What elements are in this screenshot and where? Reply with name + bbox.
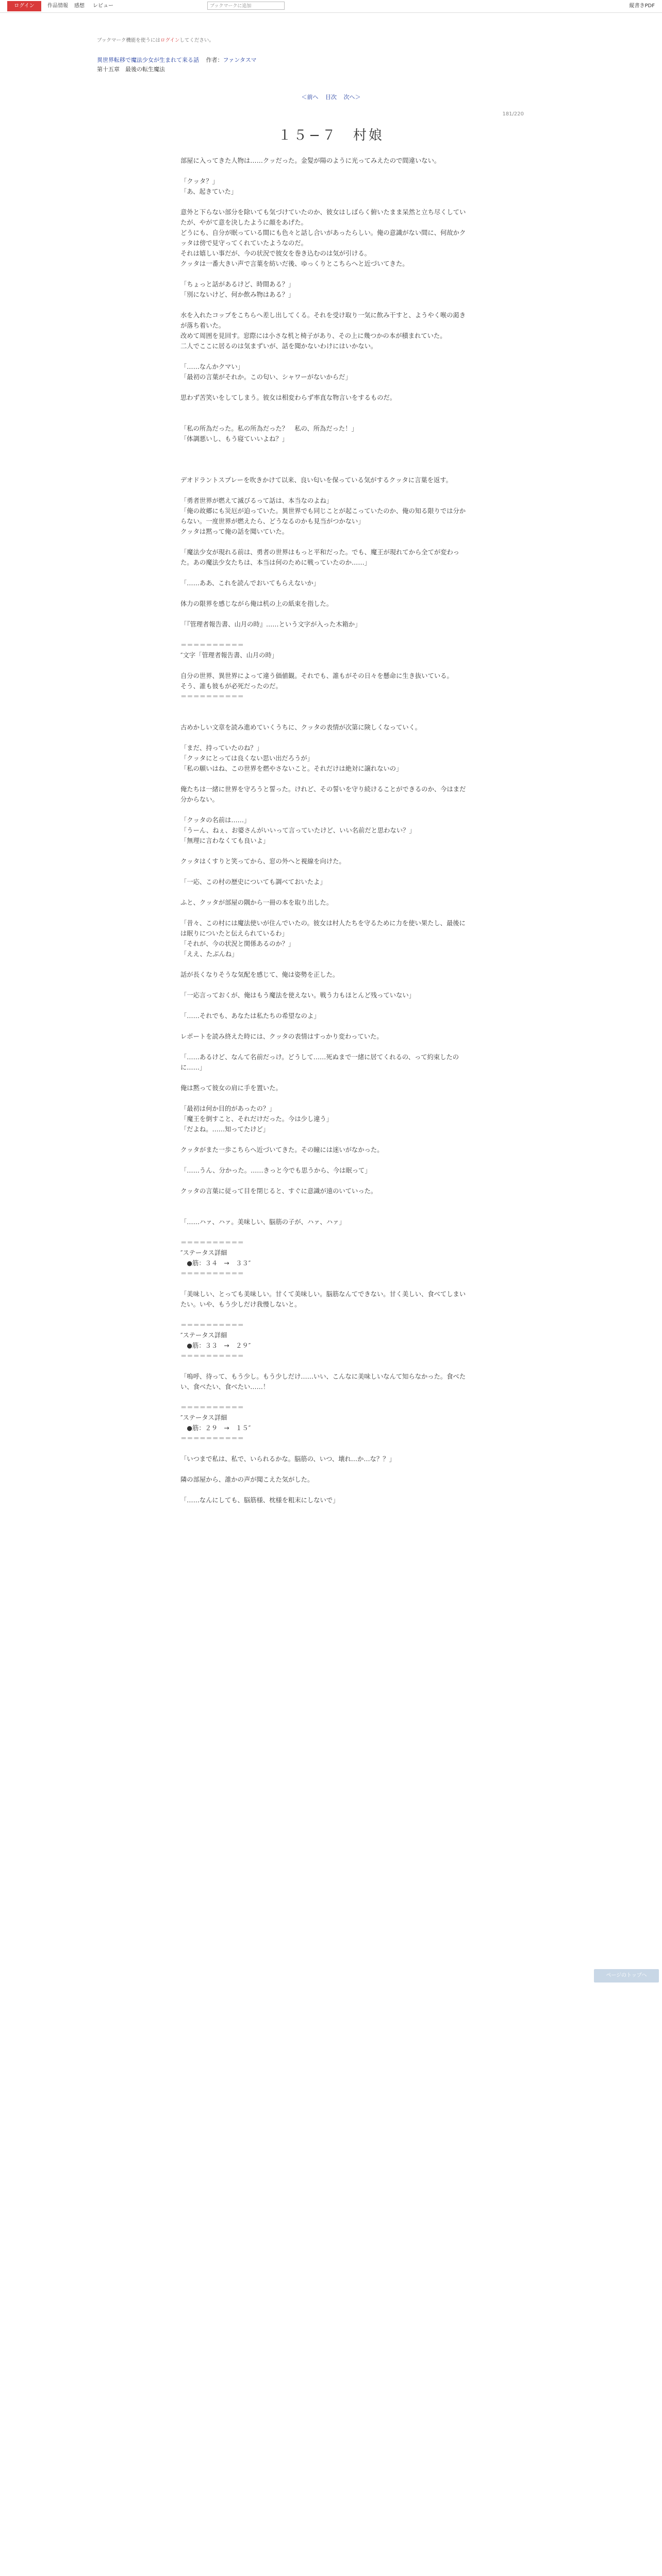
body-line [180, 403, 469, 413]
body-line [180, 1485, 469, 1495]
body-line: 思わず苦笑いをしてしまう。彼女は相変わらず率直な物言いをするものだ。 [180, 394, 396, 401]
body-line: 隣の部屋から、誰かの声が聞こえた気がした。 [180, 1476, 314, 1483]
author-link[interactable]: ファンタスマ [223, 57, 257, 63]
body-line: 「うーん、ねぇ、お婆さんがいいって言っていたけど、いい名前だと思わない？」 [180, 827, 416, 834]
body-line [180, 1310, 469, 1320]
body-line [180, 166, 469, 176]
body-line: 「いつまで私は、私で、いられるかな。脳筋の、いつ、壊れ…か…な？？」 [180, 1455, 395, 1463]
body-line: ＝＝＝＝＝＝＝＝＝＝ [180, 1239, 244, 1246]
body-line: 「……それでも、あなたは私たちの希望なのよ」 [180, 1012, 320, 1020]
body-line [180, 568, 469, 578]
body-line [180, 630, 469, 640]
body-line [180, 1093, 469, 1104]
body-line: どうにも、自分が眠っている間にも色々と話し合いがあったらしい。俺の意識がない間に、何故かクッタは傍で見守ってくれていたようなのだ。 [180, 229, 466, 247]
body-line: クッタがまた一歩こちらへ近づいてきた。その瞳には迷いがなかった。 [180, 1146, 384, 1154]
body-line: 俺たちは一緒に世界を守ろうと誓った。けれど、その誓いを守り続けることができるのか、今はまだ分からない。 [180, 786, 466, 803]
body-line: 「だよね。……知ってたけど」 [180, 1126, 270, 1133]
body-line [180, 1176, 469, 1186]
body-line: 「最初の言葉がそれか。この匂い、シャワーがないからだ」 [180, 374, 352, 381]
body-line [180, 444, 469, 454]
body-line [180, 1196, 469, 1207]
body-line [180, 1444, 469, 1454]
body-line: 部屋に入ってきた人物は……クッだった。金髪が陽のように光ってみえたので間違いない。 [180, 157, 441, 164]
body-line: 「無理に言わなくても良いよ」 [180, 837, 270, 844]
novel-body [180, 156, 469, 1505]
body-line: クッタの言葉に従って目を閉じると、すぐに意識が遠のいていった。 [180, 1188, 377, 1195]
body-line: 「昔々、この村には魔法使いが住んでいたの。彼女は村人たちを守るために力を使い果たし、最後には眠りについたと伝えられているわ」 [180, 920, 466, 937]
body-line [180, 454, 469, 465]
body-line: ″ステータス詳細 [180, 1249, 227, 1257]
body-line: ＝＝＝＝＝＝＝＝＝＝ [180, 1435, 244, 1442]
author-line: 作者：ファンタスマ [206, 57, 257, 63]
body-line: 「……なんにしても、脳筋様、枕様を粗末にしないで」 [180, 1497, 339, 1504]
body-line [180, 300, 469, 310]
body-line [180, 1021, 469, 1031]
body-line: 「魔王を倒すこと、それだけだった。今は少し違う」 [180, 1115, 333, 1123]
nav-impressions[interactable]: 感想 [74, 3, 85, 9]
body-line: ＝＝＝＝＝＝＝＝＝＝ [180, 1352, 244, 1360]
body-line: 「……なんかクマい」 [180, 363, 244, 370]
body-line: 「クッタ？」 [180, 178, 219, 185]
body-line: レポートを読み終えた時には、クッタの表情はすっかり変わっていた。 [180, 1033, 383, 1040]
vertical-pdf-link[interactable]: 縦書きPDF [629, 3, 655, 9]
body-line [180, 1042, 469, 1052]
body-line [180, 1392, 469, 1402]
body-line [180, 382, 469, 393]
next-link[interactable]: 次へ＞ [343, 94, 361, 100]
body-line: 「まだ、持っていたのね？」 [180, 744, 263, 752]
body-line: 「魔法少女が現れる前は、勇者の世界はもっと平和だった。でも、魔王が現れてから全てが変わった。あの魔法少女たちは、本当は何のために戦っていたのか……」 [180, 549, 459, 566]
body-line: ＝＝＝＝＝＝＝＝＝＝ [180, 1321, 244, 1329]
body-line: 「『管理者報告書、山月の時』……という文字が入った木箱か」 [180, 621, 361, 628]
login-button[interactable]: ログイン [7, 1, 41, 11]
body-line [180, 733, 469, 743]
body-line: 「……ああ、これを読んでおいてもらえないか」 [180, 580, 320, 587]
body-line: ＝＝＝＝＝＝＝＝＝＝ [180, 693, 244, 700]
body-line [180, 980, 469, 990]
login-notice: ブックマーク機能を使うにはログインしてください。 [97, 38, 214, 43]
body-line [180, 465, 469, 475]
body-line [180, 887, 469, 897]
body-line: ″文字「管理者報告書、山月の時」 [180, 652, 278, 659]
body-line [180, 1073, 469, 1083]
body-line: 「体調悪いし、もう寝ていいよね？」 [180, 435, 289, 443]
body-line: 「私の所為だった。私の所為だった？ 私の、所為だった！」 [180, 425, 358, 432]
body-line [180, 660, 469, 671]
body-line: 自分の世界、異世界によって違う価値観。それでも、誰もがその日々を懸命に生き抜いている。 [180, 672, 453, 680]
body-line: 「……ハァ、ハァ。美味しい、脳筋の子が、ハァ、ハァ」 [180, 1218, 345, 1226]
body-line: 「一応言っておくが、俺はもう魔法を使えない。戦う力もほとんど残っていない」 [180, 992, 415, 999]
body-line: 意外と下らない部分を除いても気づけていたのか、彼女はしばらく俯いたまま呆然と立ち尽くしていたが、やがて意を決したように顔をあげた。 [180, 209, 466, 226]
body-line: 水を入れたコップをこちらへ差し出してくる。それを受け取り一気に飲み干すと、ようやく喉の渇きが落ち着いた。 [180, 312, 466, 329]
body-line [180, 588, 469, 599]
body-line: 「クッタの名前は……」 [180, 817, 251, 824]
body-line [180, 413, 469, 423]
body-line [180, 1134, 469, 1145]
body-line [180, 609, 469, 619]
body-line [180, 351, 469, 362]
body-line: ＝＝＝＝＝＝＝＝＝＝ [180, 1404, 244, 1411]
series-title[interactable]: 異世界転移で魔法少女が生まれて来る話 作者：ファンタスマ [97, 57, 257, 63]
episode-title: １５−７ 村娘 [278, 128, 384, 143]
body-line [180, 959, 469, 970]
body-line: ●筋：３３ → ２９″ [180, 1342, 251, 1349]
body-line [180, 1001, 469, 1011]
body-line: 「勇者世界が燃えて滅びるって話は、本当なのよね」 [180, 497, 333, 504]
top-bar [0, 0, 662, 13]
body-line: ●筋：３４ → ３３″ [180, 1260, 251, 1267]
toc-link[interactable]: 目次 [325, 94, 337, 100]
body-line [180, 774, 469, 784]
bookmark-add-box[interactable]: ブックマークに追加 [207, 2, 285, 10]
body-line [180, 1155, 469, 1165]
body-line: ″ステータス詳細 [180, 1414, 227, 1421]
body-line: 体力の限界を感じながら俺は机の上の紙束を指した。 [180, 600, 333, 607]
body-line: 「……うん、分かった。……きっと今でも思うから、今は眠って」 [180, 1167, 371, 1174]
body-line [180, 537, 469, 547]
pager-top [0, 93, 662, 101]
body-line [180, 485, 469, 496]
body-line: ″ステータス詳細 [180, 1332, 227, 1339]
body-line: 「別にないけど、何か飲み物はある？」 [180, 291, 295, 298]
page-count: 181/220 [502, 111, 524, 117]
body-line: 古めかしい文章を読み進めていくうちに、クッタの表情が次第に険しくなっていく。 [180, 724, 422, 731]
nav-work-info[interactable]: 作品情報 [47, 3, 68, 9]
body-line: クッタは黙って俺の話を聞いていた。 [180, 528, 289, 535]
body-line: 「それが、今の状況と関係あるのか？」 [180, 940, 295, 947]
page-top-button[interactable]: ページのトップへ [594, 1969, 659, 1982]
body-line: そう、誰も彼もが必死だったのだ。 [180, 683, 282, 690]
body-line [180, 197, 469, 207]
body-line: ●筋：２９ → １５″ [180, 1425, 251, 1432]
body-line: 「クッタにとっては良くない思い出だろうが」 [180, 755, 313, 762]
body-line: ふと、クッタが部屋の隅から一冊の本を取り出した。 [180, 899, 333, 906]
body-line: 「美味しい、とっても美味しい。甘くて美味しい。脳筋なんてできない。甘く美しい、食べてしまいたい。いや、もう少しだけ我慢しないと。 [180, 1291, 466, 1308]
body-line: ＝＝＝＝＝＝＝＝＝＝ [180, 1270, 244, 1277]
body-line: 俺は黙って彼女の肩に手を置いた。 [180, 1084, 282, 1092]
body-line: 改めて周囲を見回す。窓際には小さな机と椅子があり、その上に幾つかの本が積まれていた。 [180, 332, 446, 340]
nav-reviews[interactable]: レビュー [93, 3, 113, 9]
body-line: クッタは一番大きい声で言葉を紡いだ後、ゆっくりとこちらへと近づいてきた。 [180, 260, 409, 267]
body-line [180, 846, 469, 856]
body-line [180, 269, 469, 279]
body-line [180, 1361, 469, 1371]
body-line [180, 1207, 469, 1217]
body-line [180, 712, 469, 722]
body-line: 「私の願いはね、この世界を燃やさないこと。それだけは絶対に譲れないの」 [180, 765, 403, 772]
body-line: 話が長くなりそうな気配を感じて、俺は姿勢を正した。 [180, 971, 339, 978]
body-line [180, 1464, 469, 1475]
body-line: 「嗚呼、待って、もう少し。もう少しだけ……いい、こんなに美味しいなんて知らなかった。食べたい、食べたい、食べたい……！ [180, 1373, 466, 1391]
body-line: 「俺の故郷にも災厄が迫っていた。異世界でも同じことが起こっていたのか、俺の知る限りでは分からない。一度世界が燃えたら、どうなるのかも見当がつかない」 [180, 507, 466, 525]
body-line [180, 805, 469, 815]
body-line: 「ええ、たぶんね」 [180, 951, 238, 958]
body-line [180, 702, 469, 712]
body-line: 「あ、起きていた」 [180, 188, 238, 195]
body-line: 「一応、この村の歴史についても調べておいたよ」 [180, 878, 326, 886]
body-line: 「最初は何か目的があったの？」 [180, 1105, 276, 1112]
body-line: 「ちょっと話があるけど、時間ある？」 [180, 281, 295, 288]
body-line: 二人でここに居るのは気まずいが、話を聞かないわけにはいかない。 [180, 343, 377, 350]
body-line [180, 867, 469, 877]
body-line: クッタはくすりと笑ってから、窓の外へと視線を向けた。 [180, 858, 345, 865]
body-line [180, 1227, 469, 1238]
body-line: それは嬉しい事だが、今の状況で彼女を巻き込むのは気が引ける。 [180, 250, 371, 257]
chapter-title: 第十五章 最後の転生魔法 [97, 66, 165, 73]
notice-login-link[interactable]: ログイン [160, 38, 180, 43]
body-line: デオドラントスプレーを吹きかけて以来、良い匂いを保っている気がするクッタに言葉を返す。 [180, 477, 452, 484]
body-line: 「……あるけど、なんて名前だっけ。どうして……死ぬまで一緒に居てくれるの、って約束したのに……」 [180, 1054, 459, 1071]
body-line [180, 908, 469, 918]
body-line: ＝＝＝＝＝＝＝＝＝＝ [180, 641, 244, 649]
prev-link[interactable]: ＜前へ [301, 94, 319, 100]
body-line [180, 1279, 469, 1289]
